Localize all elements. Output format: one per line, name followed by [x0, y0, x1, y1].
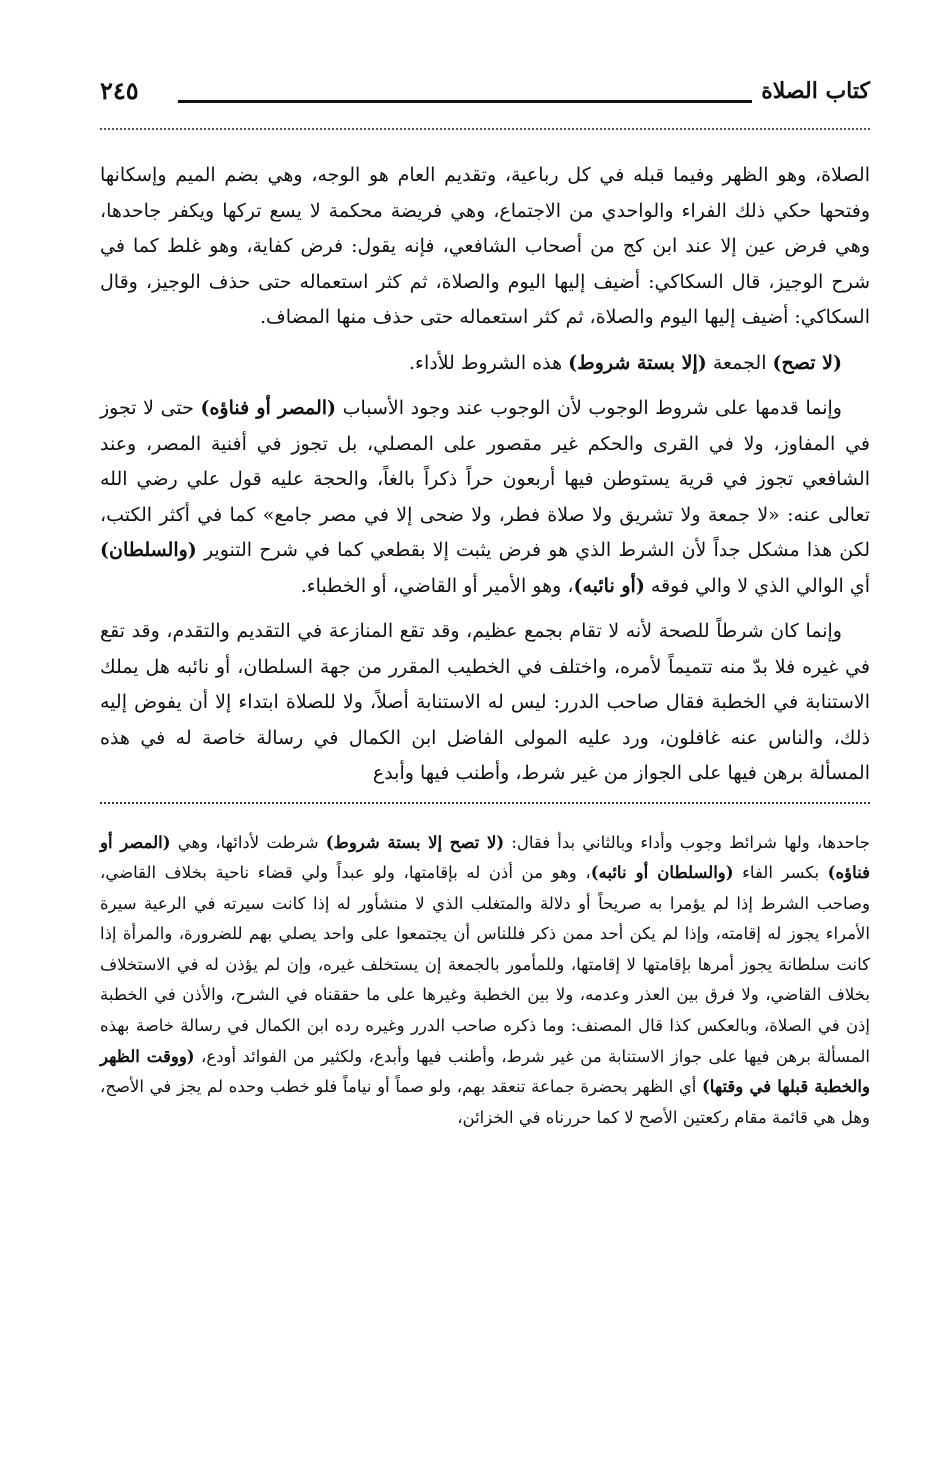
commentary-text — [100, 828, 870, 1134]
main-paragraph-1: الصلاة، وهو الظهر وفيما قبله في كل رباعية، وتقديم العام هو الوجه، وهي بضم الميم وإسكانها وفتحها حكي ذلك الفراء والواحدي من الاجتماع، وهي فريضة محكمة لا يسع تركها ويكفر جاحدها، وهي فرض عين إلا عند ابن كج من أصحاب الشافعي، فإنه يقول: فرض كفاية، وهو غلط كما في شرح الوجيز، قال السكاكي: أضيف إليها اليوم والصلاة، ثم كثر استعماله حتى حذف الوجيز، وقال السكاكي: أضيف إليها اليوم والصلاة، ثم كثر استعماله حتى حذف منها المضاف. — [100, 164, 870, 328]
text-run: وإنما قدمها على شروط الوجوب لأن الوجوب عند وجود الأسباب — [336, 397, 842, 419]
bold-phrase: (ووقت الظهر والخطبة قبلها في وقتها) — [100, 1046, 870, 1097]
top-dotted-separator — [100, 128, 870, 150]
bold-phrase: (أو نائبه) — [573, 574, 645, 597]
footnote-dotted-separator — [100, 802, 870, 814]
text-run: شرطت لأدائها، وهي — [170, 832, 326, 852]
bold-phrase: (المصر أو فناؤه) — [100, 832, 870, 883]
main-paragraph-4: وإنما كان شرطاً للصحة لأنه لا تقام بجمع عظيم، وقد تقع المنازعة في التقديم والتقدم، وقد تقع في غيره فلا بدّ منه تتميماً لأمره، واختلف في الخطيب المقرر من جهة السلطان، أو نائبه هل يملك الاستنابة في الخطبة فقال صاحب الدرر: ليس له الاستنابة أصلاً، ولا للصلاة ابتداء إلا أن يفوض إليه ذلك، والناس عنه غافلون، ورد عليه المولى الفاضل ابن الكمال في رسالة خاصة له في هذه المسألة برهن فيها على الجواز من غير شرط، وأطنب فيها وأبدع — [100, 620, 870, 784]
text-run: هذه الشروط للأداء. — [408, 351, 569, 374]
text-run: حتى لا تجوز في المفاوز، ولا في القرى والحكم غير مقصور على المصلي، بل تجوز في أفنية المصر، وعند الشافعي تجوز في قرية يستوطن فيها أربعون حراً ذكراً بالغاً، والحجة عليه قول علي رضي الله تعالى عنه: «لا جمعة ولا تشريق ولا صلاة فطر، ولا ضحى إلا في مصر جامع» كما في أكثر الكتب، لكن هذا مشكل جداً لأن الشرط الذي هو فرض يثبت إلا بقطعي كما في شرح التنوير — [100, 397, 870, 561]
page-header — [100, 70, 870, 114]
bold-phrase: (والسلطان) — [100, 539, 197, 561]
commentary-paragraph — [100, 828, 870, 1134]
page-number: ٢٤٥ — [100, 76, 139, 105]
book-page — [100, 70, 870, 1470]
running-title: كتاب الصلاة — [761, 78, 870, 104]
text-run: ، وهو من أذن له بإقامتها، ولو عبداً ولي قضاء ناحية بخلاف القاضي، وصاحب الشرط إذا لم يؤمرا به صريحاً أو دلالة والمتغلب الذي لا منشأور له إذا كانت سيرته في الرعية سيرة الأمراء يجوز له إقامته، وإذا لم يكن أحد ممن ذكر فللناس أن يجتمعوا على واحد يصلي بهم للضرورة، والمرأة إذا كانت سلطانة يجوز أمرها بإقامتها لا إقامتها، وللمأمور بالجمعة إن يستخلف غيره، وإن لم يؤذن له في الاستخلاف بخلاف القاضي، ولا فرق بين العذر وعدمه، ولا بين الخطبة وغيرها على ما حققناه في الشرح، والأذن في الخطبة إذن في الصلاة، وبالعكس كذا قال المصنف: وما ذكره صاحب الدرر وغيره رده ابن الكمال في رسالة خاصة بهذه المسألة برهن فيها على جواز الاستنابة من غير شرط، وأطنب فيها وأبدع، ولكثير من الفوائد أودع، — [100, 863, 870, 1066]
main-text — [100, 158, 870, 792]
bold-phrase: (إلا بستة شروط) — [568, 351, 707, 374]
main-paragraph-3 — [100, 391, 870, 604]
text-run: جاحدها، ولها شرائط وجوب وأداء وبالثاني بدأ فقال: — [504, 832, 871, 852]
text-run: بكسر الفاء — [733, 863, 828, 883]
main-paragraph-2 — [100, 346, 870, 382]
bold-phrase: (والسلطان أو نائبه) — [590, 863, 734, 883]
text-run: أي الوالي الذي لا والي فوقه — [644, 574, 870, 597]
text-run: ، وهو الأمير أو القاضي، أو الخطباء. — [300, 574, 574, 597]
text-run: أي الظهر بحضرة جماعة تنعقد بهم، ولو صماً أو نياماً فلو خطب وحده لم يجز في الأصح، وهل هي قائمة مقام ركعتين الأصح لا كما حررناه في الخزائن، — [100, 1077, 870, 1127]
header-rule — [178, 100, 752, 103]
bold-phrase: (المصر أو فناؤه) — [200, 397, 337, 419]
bold-phrase: (لا تصح إلا بستة شروط) — [325, 832, 505, 852]
bold-phrase: (لا تصح) — [772, 351, 842, 374]
text-run: الجمعة — [706, 351, 773, 374]
